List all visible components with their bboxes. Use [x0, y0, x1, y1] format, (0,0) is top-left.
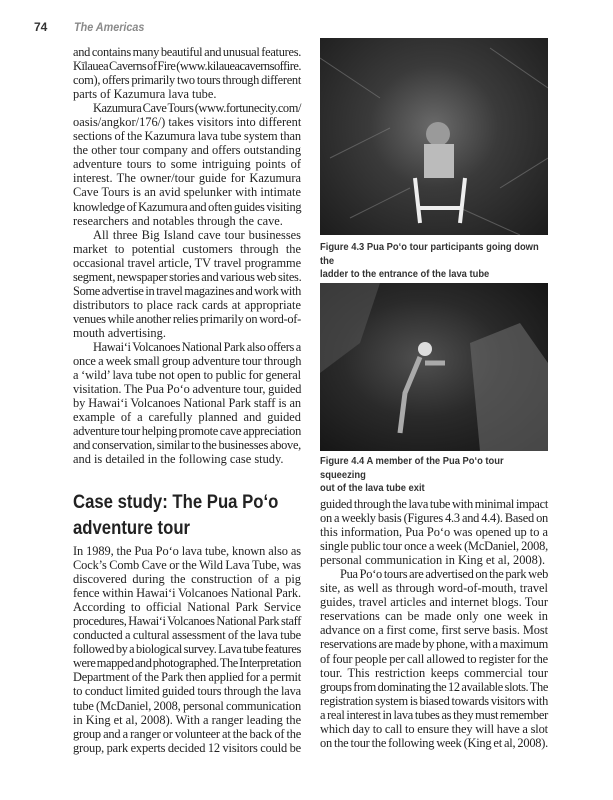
text-line: procedures, Hawai‘i Volcanoes National Park staff: [73, 614, 301, 629]
text-line: reservations are made by phone, with a maximum: [320, 637, 548, 652]
text-line: a real interest in lava tubes as they must remember: [320, 707, 548, 722]
left-column-bottom: [73, 544, 301, 755]
text-line: mouth advertising.: [73, 325, 166, 340]
text-line: tour. This restriction keeps commercial tour: [320, 665, 548, 680]
text-line: Cave Tours is an avid spelunker with intimate: [73, 185, 301, 200]
text-line: which day to call to ensure they will have a slot: [320, 721, 548, 736]
text-line: Some advertise in travel magazines and work with: [73, 283, 301, 298]
text-line: Kīlauea Caverns of Fire (www.kilaueacavernsoffire.: [73, 59, 301, 74]
case-study-heading: [73, 490, 301, 542]
text-line: advance on a first come, first serve basis. Most: [320, 623, 548, 638]
text-line: and contains many beautiful and unusual features.: [73, 45, 302, 59]
text-line: In 1989, the Pua Po‘o lava tube, known also as: [73, 544, 301, 558]
left-column-top: [73, 45, 301, 466]
text-line: adventure tours to some intriguing points of: [73, 157, 301, 172]
text-line: in King et al, 2008). With a ranger leading the: [73, 712, 302, 727]
text-line: single public tour once a week (McDaniel, 2008,: [320, 539, 548, 554]
text-line: Pua Po‘o tours are advertised on the park web: [340, 567, 548, 582]
caption-line: ladder to the entrance of the lava tube: [320, 269, 490, 280]
text-line: a ‘wild’ lava tube not open to public for general: [73, 368, 301, 383]
text-line: oasis/angkor/176/) takes visitors into different: [73, 115, 302, 130]
running-head: The Americas: [74, 20, 145, 34]
text-line: followed by a biological survey. Lava tube features: [73, 642, 301, 657]
text-line: registration system is biased towards visitors with: [320, 693, 548, 708]
text-line: by Hawai‘i Volcanoes National Park staff is an: [73, 396, 301, 411]
text-line: and is detailed in the following case study.: [73, 452, 284, 467]
text-line: distributors to place rack cards at appropriate: [73, 297, 301, 312]
figure-4-4-photo: [320, 283, 548, 451]
text-line: group and a ranger or volunteer at the back of the: [73, 726, 301, 741]
text-line: Cock’s Comb Cave or the Wild Lava Tube, was: [73, 558, 301, 573]
text-line: were mapped and photographed. The Interpretation: [73, 656, 301, 671]
text-line: of four people per call allowed to register for the: [320, 651, 548, 666]
text-line: once a week small group adventure tour through: [73, 354, 302, 369]
text-line: parts of Kazumura lava tube.: [73, 87, 217, 102]
text-line: groups from dominating the 12 available slots. The: [320, 679, 548, 694]
text-line: adventure tour helping promote cave appreciation: [73, 424, 301, 439]
caption-line: Figure 4.4 A member of the Pua Po‘o tour squeezing: [320, 456, 504, 481]
heading-line: adventure tour: [73, 518, 191, 539]
figure-4-3-photo: [320, 38, 548, 235]
text-line: tube (McDaniel, 2008, personal communication: [73, 698, 301, 713]
text-line: to conduct limited guided tours through the lava: [73, 684, 301, 699]
text-line: fence within Hawai‘i Volcanoes National Park.: [73, 586, 301, 601]
caption-line: Figure 4.3 Pua Po‘o tour participants going down the: [320, 242, 539, 267]
text-line: researchers and notables through the cave.: [73, 213, 283, 228]
text-line: discovered during the construction of a pig: [73, 572, 301, 587]
photo-ladder-scene: [320, 38, 548, 235]
text-line: this information, Pua Po‘o was opened up to a: [320, 525, 548, 540]
text-line: and conservation, similar to the businesses above,: [73, 438, 301, 453]
text-line: market to potential customers through the: [73, 241, 301, 256]
text-line: Hawai‘i Volcanoes National Park also offers a: [93, 339, 301, 354]
text-line: Kazumura Cave Tours (www.fortunecity.com/: [93, 101, 301, 116]
text-line: venues while another relies primarily on word-of-: [73, 311, 301, 326]
text-line: Department of the Park then applied for a permit: [73, 670, 301, 685]
text-line: site, as well as through word-of-mouth, travel: [320, 581, 548, 596]
heading-line: Case study: The Pua Po‘o: [73, 492, 279, 513]
text-line: reservations can be made only one week in: [320, 609, 548, 624]
text-line: the other tour company and offers outstanding: [73, 143, 301, 158]
text-line: group, park experts decided 12 visitors could be: [73, 740, 301, 755]
text-line: on the tour the following week (King et al, 2008).: [320, 735, 548, 750]
text-line: interest. The owner/tour guide for Kazumura: [73, 171, 301, 186]
text-line: According to official National Park Service: [73, 600, 301, 615]
text-line: sections of the Kazumura lava tube system than: [73, 129, 301, 144]
text-line: example of a carefully planned and guided: [73, 410, 301, 425]
text-line: com), offers primarily two tours through different: [73, 73, 301, 88]
photo-cave-exit: [320, 283, 548, 451]
text-line: segment, newspaper stories and various web sites.: [73, 269, 302, 284]
text-line: guides, travel articles and internet blogs. Tour: [320, 595, 548, 610]
text-line: on a weekly basis (Figures 4.3 and 4.4). Based on: [320, 511, 548, 526]
text-line: conducted a cultural assessment of the lava tube: [73, 628, 301, 643]
text-line: All three Big Island cave tour businesses: [93, 227, 301, 242]
text-line: knowledge of Kazumura and often guides visiting: [73, 199, 302, 214]
page-number: 74: [34, 20, 48, 34]
right-column-text: [320, 497, 548, 750]
text-line: visitation. The Pua Po‘o adventure tour, guided: [73, 382, 302, 397]
text-line: occasional travel article, TV travel programme: [73, 255, 301, 270]
figure-4-4-caption: [320, 455, 541, 496]
text-line: guided through the lava tube with minimal impact: [320, 497, 548, 511]
caption-line: out of the lava tube exit: [320, 483, 425, 494]
figure-4-3-caption: [320, 241, 541, 282]
text-line: personal communication in King et al, 2008).: [320, 553, 546, 568]
